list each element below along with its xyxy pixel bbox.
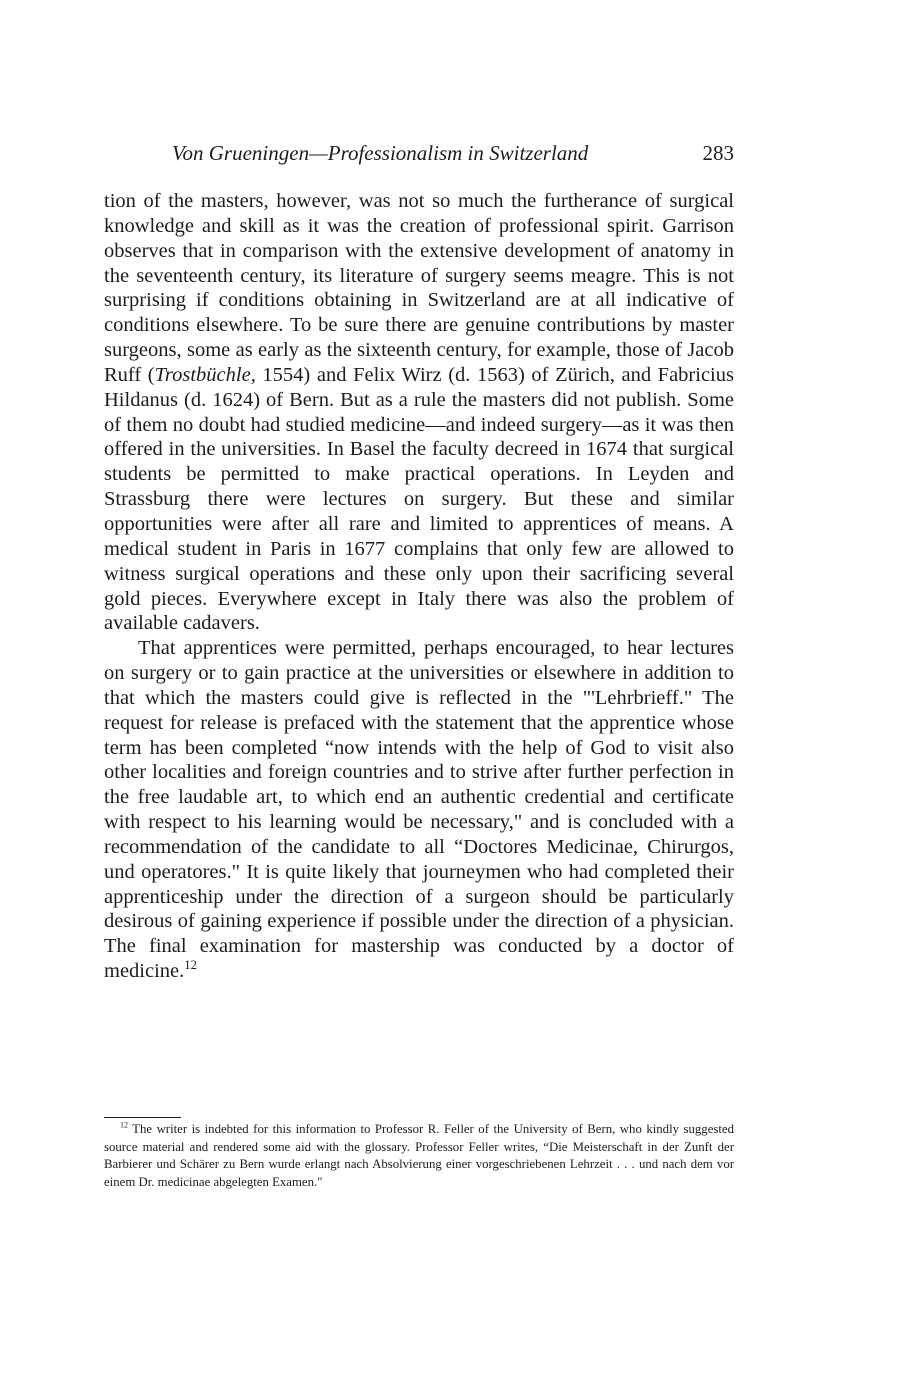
footnote-12 — [104, 1121, 734, 1191]
paragraph-2-text: That apprentices were permitted, perhaps encouraged, to hear lectures on surgery or to gain practice at the universities or elsewhere in addition to that which the masters could give is reflected in the "'Lehrbrieff." The request for release is prefaced with the statement that the apprentice whose term has been completed “now intends with the help of God to visit also other localities and foreign countries and to strive after further perfection in the free laudable art, to which end an authentic credential and certificate with respect to his learning would be necessary," and is concluded with a recommendation of the candidate to all “Doctores Medicinae, Chirurgos, und operatores." It is quite likely that journeymen who had completed their apprenticeship under the direction of a surgeon should be particularly desirous of gaining experience if possible under the direction of a physician. The final examination for mastership was conducted by a doctor of medicine. — [104, 637, 734, 983]
paragraph-1-text-b: 1554) and Felix Wirz (d. 1563) of Zürich, and Fabricius Hildanus (d. 1624) of Bern. But as a rule the masters did not publish. Some of them no doubt had studied medicine—and indeed surgery—as it was then offered in the universities. In Basel the faculty decreed in 1674 that surgical students be permitted to make practical operations. In Leyden and Strassburg there were lectures on surgery. But these and similar opportunities were after all rare and limited to apprentices of means. A medical student in Paris in 1677 complains that only few are allowed to witness surgical operations and these only upon their sacrificing several gold pieces. Everywhere except in Italy there was also the problem of available cadavers. — [104, 363, 734, 635]
page-number: 283 — [702, 141, 734, 165]
footnote-text: The writer is indebted for this information to Professor R. Feller of the University of Bern, who kindly suggested source material and rendered some aid with the glossary. Professor Feller writes, “Die Meisterschaft in der Zunft der Barbierer und Schärer zu Bern wurde erlangt nach Absolvierung einer vorgeschriebenen Lehrzeit . . . und nach dem vor einem Dr. medicinae abgelegten Examen." — [104, 1122, 734, 1189]
paragraph-1-text-a: tion of the masters, however, was not so much the furtherance of surgical knowledge and skill as it was the creation of professional spirit. Garrison observes that in comparison with the extensive development of anatomy in the seventeenth century, its literature of surgery seems meagre. This is not surprising if conditions obtaining in Switzerland are at all indicative of conditions elsewhere. To be sure there are genuine contributions by master surgeons, some as early as the sixteenth century, for example, those of Jacob Ruff ( — [104, 190, 734, 386]
footnote — [104, 1121, 734, 1191]
paragraph-1 — [104, 189, 734, 636]
book-title-italic: Trostbüchle, — [154, 363, 256, 386]
body-text — [104, 189, 734, 984]
running-title: Von Grueningen—Professionalism in Switzerland — [172, 141, 589, 165]
paragraph-2 — [104, 636, 734, 984]
footnote-divider — [104, 1117, 181, 1118]
running-head — [104, 138, 734, 168]
footnote-reference: 12 — [184, 958, 197, 973]
footnote-marker: 12 — [120, 1120, 128, 1130]
